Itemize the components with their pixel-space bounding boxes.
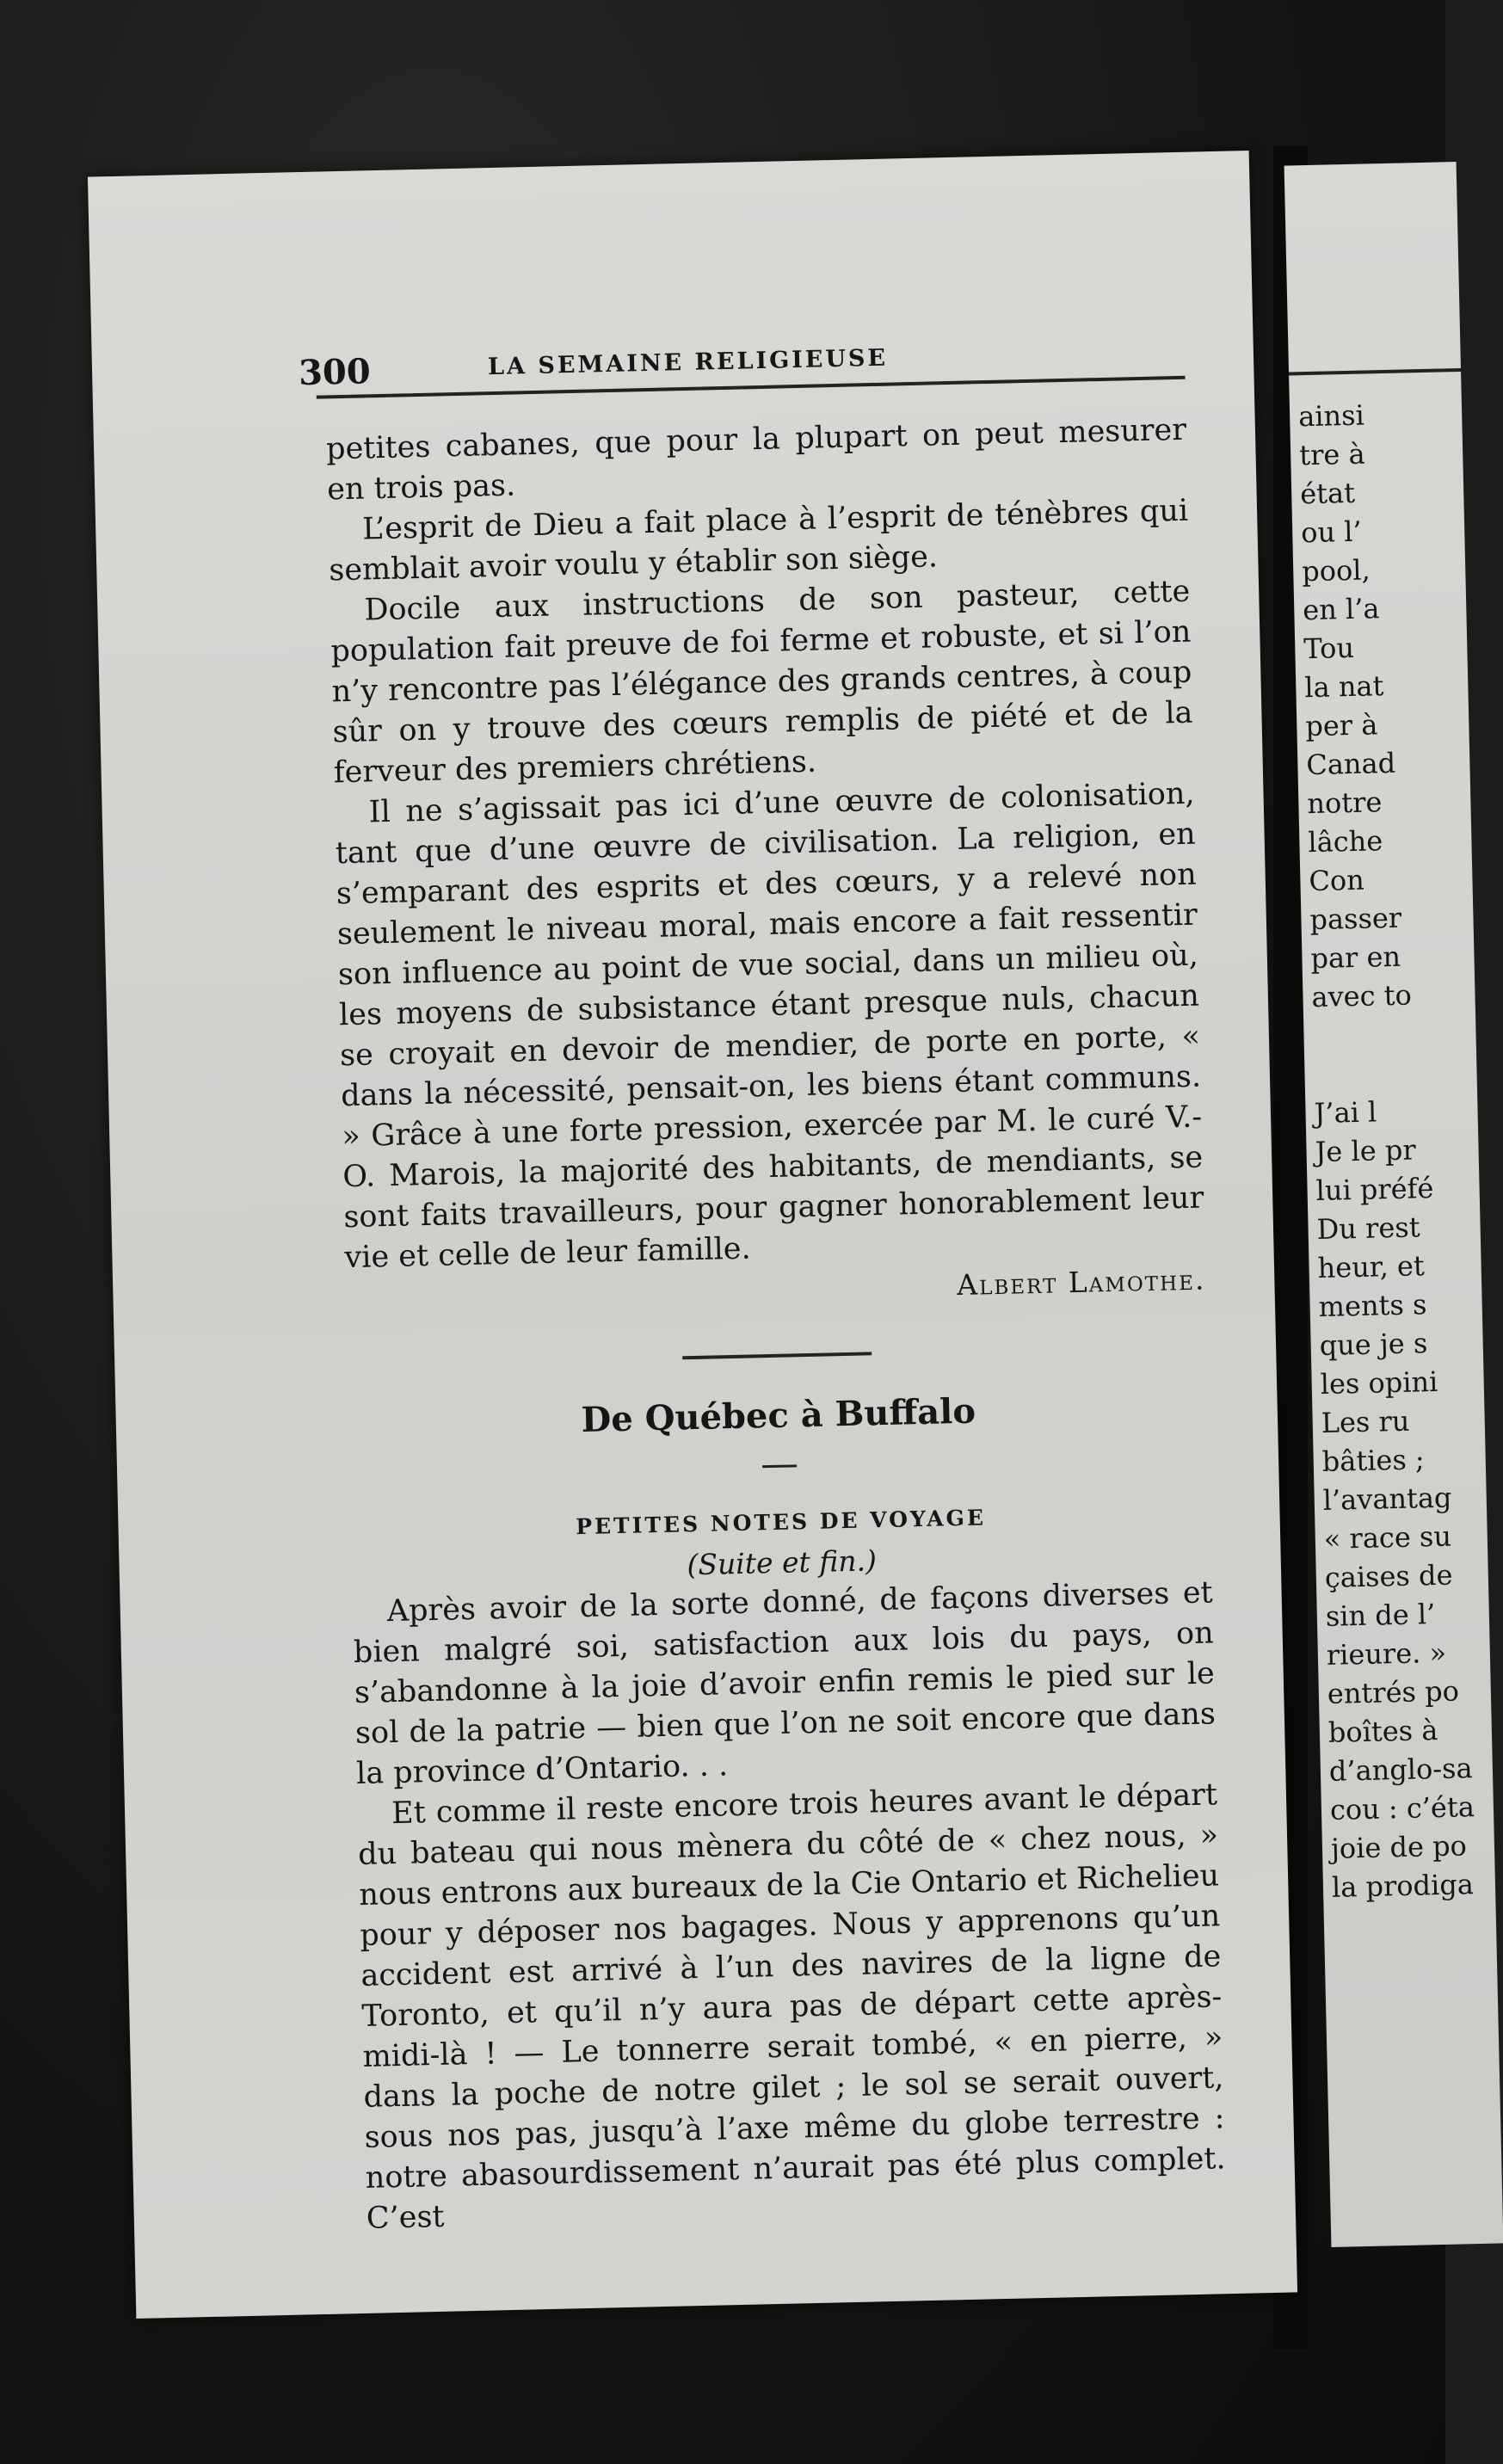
line-fragment: pool, [1301,553,1371,588]
line-fragment: cou : c’éta [1329,1790,1475,1826]
line-fragment: par en [1310,939,1401,976]
line-fragment: les opini [1320,1364,1438,1401]
line-fragment: la nat [1303,669,1384,705]
article-subtitle: PETITES NOTES DE VOYAGE [575,1505,987,1540]
line-fragment: Tou [1303,631,1355,666]
line-fragment: lui préfé [1315,1171,1434,1208]
line-fragment: « race su [1323,1519,1452,1555]
line-fragment: que je s [1319,1327,1428,1362]
line-fragment: J’ai l [1314,1095,1377,1130]
right-page-text [1298,394,1496,1907]
body-text [326,410,1227,2239]
line-fragment: rieure. » [1326,1635,1447,1672]
running-title: LA SEMAINE RELIGIEUSE [487,344,889,381]
line-fragment: ainsi [1297,398,1365,434]
line-fragment: bâties ; [1321,1443,1426,1478]
line-fragment: entrés po [1327,1674,1460,1710]
line-fragment: ou l’ [1300,514,1363,550]
running-head-rule [1289,368,1461,376]
paragraph: Docile aux instructions de son pasteur, cette population fait preuve de foi ferme et robuste, et si l’on n’y rencontre pas l’élégance des grands centres, à coup sûr on y trouve des cœurs remplis de piété et de la ferveur des premiers chrétiens. [330,574,1193,791]
article-title: De Québec à Buffalo [581,1390,976,1440]
line-fragment: Je le pr [1315,1133,1417,1169]
line-fragment: notre [1306,785,1383,821]
paragraph: Et comme il reste encore trois heures avant le départ du bateau qui nous mènera du côté de « chez nous, » nous entrons aux bureaux de la Cie Ontario et Richelieu pour y déposer nos bagages. Nous y apprenons qu’un accident est arrivé à l’un des navires de la ligne de Toronto, et qu’il n’y aura pas de départ cette après-midi-là ! — Le tonnerre serait tombé, « en pierre, » dans la poche de notre gilet ; le sol se serait ouvert, sous nos pas, jusqu’à l’axe même du globe terrestre : notre abasourdissement n’aurait pas été plus complet. C’est [357,1777,1226,2236]
line-fragment: Canad [1305,746,1396,782]
paragraph: Il ne s’agissait pas ici d’une œuvre de colonisation, tant que d’une œuvre de civilisation. La religion, en s’emparant des esprits et des cœurs, y a relevé non seulement le niveau moral, mais encore a fait ressentir son influence au point de vue social, dans un milieu où, les moyens de subsistance étant presque nuls, chacun se croyait en devoir de mendier, de porte en porte, « dans la nécessité, pensait-on, les biens étant communs. » Grâce à une forte pression, exercée par M. le curé V.-O. Marois, la majorité des habitants, de mendiants, se sont faits travailleurs, pour gagner honorablement leur vie et celle de leur famille. [335,776,1204,1276]
line-fragment: état [1299,476,1356,511]
line-fragment: l’avantag [1322,1481,1452,1517]
line-fragment: Du rest [1316,1210,1420,1247]
author-signature: Albert Lamothe. [956,1262,1206,1303]
page-number: 300 [298,351,372,394]
line-fragment: per à [1304,708,1378,743]
left-page [88,151,1297,2319]
paragraph: Après avoir de la sorte donné, de façons diverses et bien malgré soi, satisfaction aux lois du pays, on s’abandonne à la joie d’avoir enfin remis le pied sur le sol de la patrie — bien que l’on ne soit encore que dans la province d’Ontario. . . [353,1575,1217,1792]
line-fragment: tre à [1298,437,1365,472]
line-fragment: ments s [1318,1288,1427,1324]
line-fragment: joie de po [1330,1829,1468,1865]
line-fragment: passer [1309,901,1402,937]
line-fragment: boîtes à [1327,1713,1438,1749]
line-fragment: Les ru [1321,1404,1410,1439]
line-fragment: çaises de [1324,1558,1453,1594]
section-divider [682,1352,872,1359]
running-head [298,333,1186,399]
spacer [1312,1013,1477,1094]
continuation-note: (Suite et fin.) [687,1543,878,1582]
line-fragment: lâche [1307,824,1383,859]
line-fragment: heur, et [1317,1249,1426,1285]
line-fragment: Con [1309,863,1365,898]
line-fragment: sin de l’ [1325,1598,1436,1633]
line-fragment: la prodiga [1331,1868,1475,1904]
line-fragment: avec to [1311,978,1413,1014]
line-fragment: en l’a [1302,592,1380,627]
line-fragment: d’anglo-sa [1328,1752,1473,1788]
paragraph: L’esprit de Dieu a fait place à l’esprit de ténèbres qui semblait avoir voulu y établir son siège. [328,493,1189,588]
paragraph: petites cabanes, que pour la plupart on peut mesurer en trois pas. [325,412,1187,508]
title-divider [762,1464,797,1468]
